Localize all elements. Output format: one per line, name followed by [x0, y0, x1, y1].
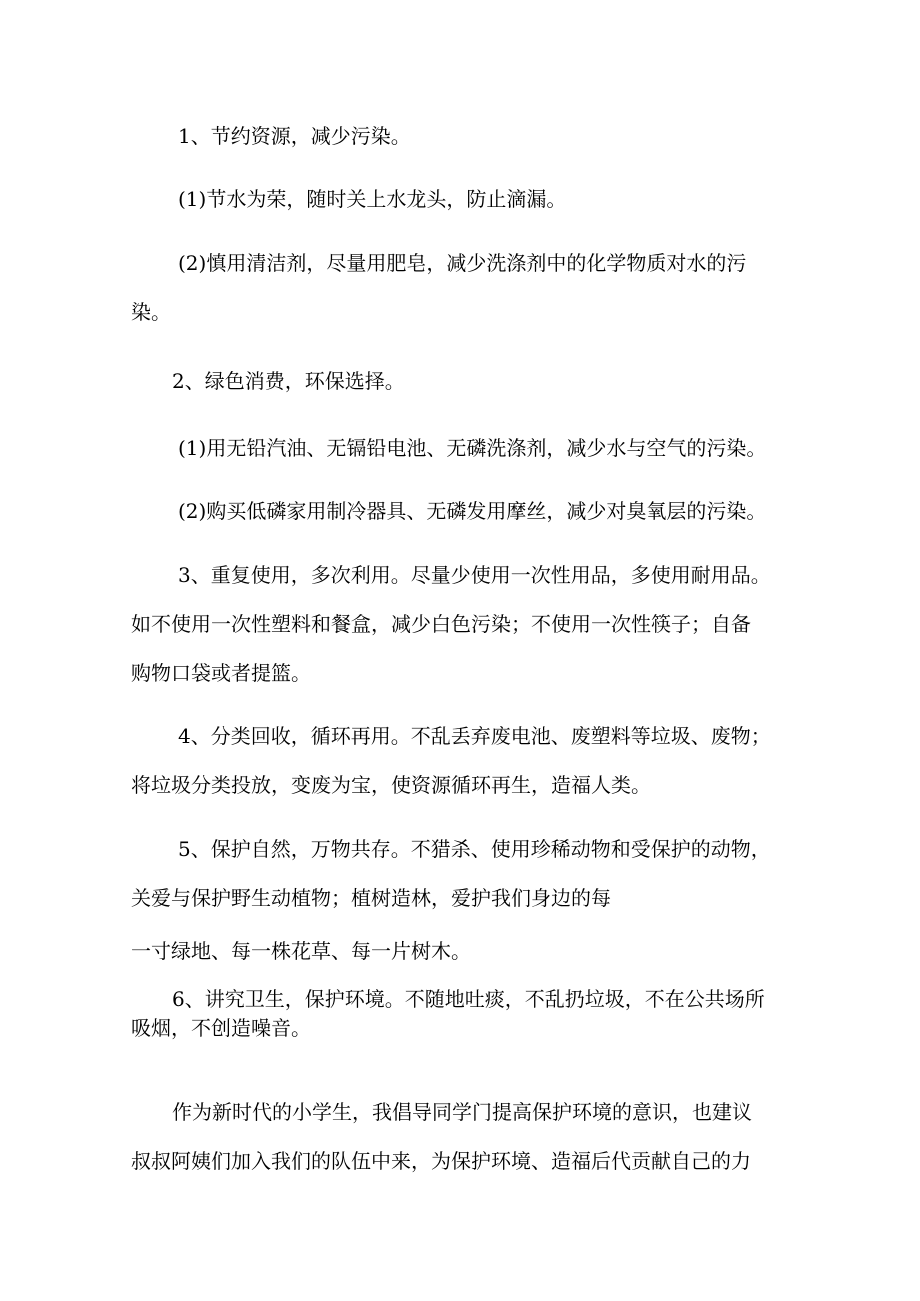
- closing-line1: 作为新时代的小学生，我倡导同学门提高保护环境的意识，也建议: [172, 1100, 752, 1124]
- item2-sub1: (1)用无铅汽油、无镉铅电池、无磷洗涤剂，减少水与空气的污染。: [178, 436, 767, 460]
- item1-heading: 1、节约资源，减少污染。: [178, 124, 411, 148]
- item1-sub1: (1)节水为荣，随时关上水龙头，防止滴漏。: [178, 187, 567, 211]
- item3-line3: 购物口袋或者提篮。: [131, 661, 311, 685]
- item2-heading: 2、绿色消费，环保选择。: [172, 369, 405, 393]
- item4-line1: 4、分类回收，循环再用。不乱丢弃废电池、废塑料等垃圾、废物；: [178, 724, 771, 748]
- item3-line2: 如不使用一次性塑料和餐盒，减少白色污染；不使用一次性筷子；自备: [131, 612, 751, 636]
- item6-line2: 吸烟，不创造噪音。: [131, 1016, 311, 1040]
- item5-line3: 一寸绿地、每一株花草、每一片树木。: [131, 939, 471, 963]
- item6-line1: 6、讲究卫生，保护环境。不随地吐痰，不乱扔垃圾，不在公共场所: [172, 987, 765, 1011]
- item1-sub2-line2: 染。: [131, 300, 171, 324]
- item1-sub2-line1: (2)慎用清洁剂，尽量用肥皂，减少洗涤剂中的化学物质对水的污: [178, 251, 747, 275]
- item4-line2: 将垃圾分类投放，变废为宝，使资源循环再生，造福人类。: [131, 773, 651, 797]
- item3-line1: 3、重复使用，多次利用。尽量少使用一次性用品，多使用耐用品。: [178, 563, 771, 587]
- item5-line2: 关爱与保护野生动植物；植树造林，爱护我们身边的每: [131, 886, 611, 910]
- item5-line1: 5、保护自然，万物共存。不猎杀、使用珍稀动物和受保护的动物，: [178, 837, 771, 861]
- item2-sub2: (2)购买低磷家用制冷器具、无磷发用摩丝，减少对臭氧层的污染。: [178, 499, 767, 523]
- closing-line2: 叔叔阿姨们加入我们的队伍中来，为保护环境、造福后代贡献自己的力: [131, 1149, 751, 1173]
